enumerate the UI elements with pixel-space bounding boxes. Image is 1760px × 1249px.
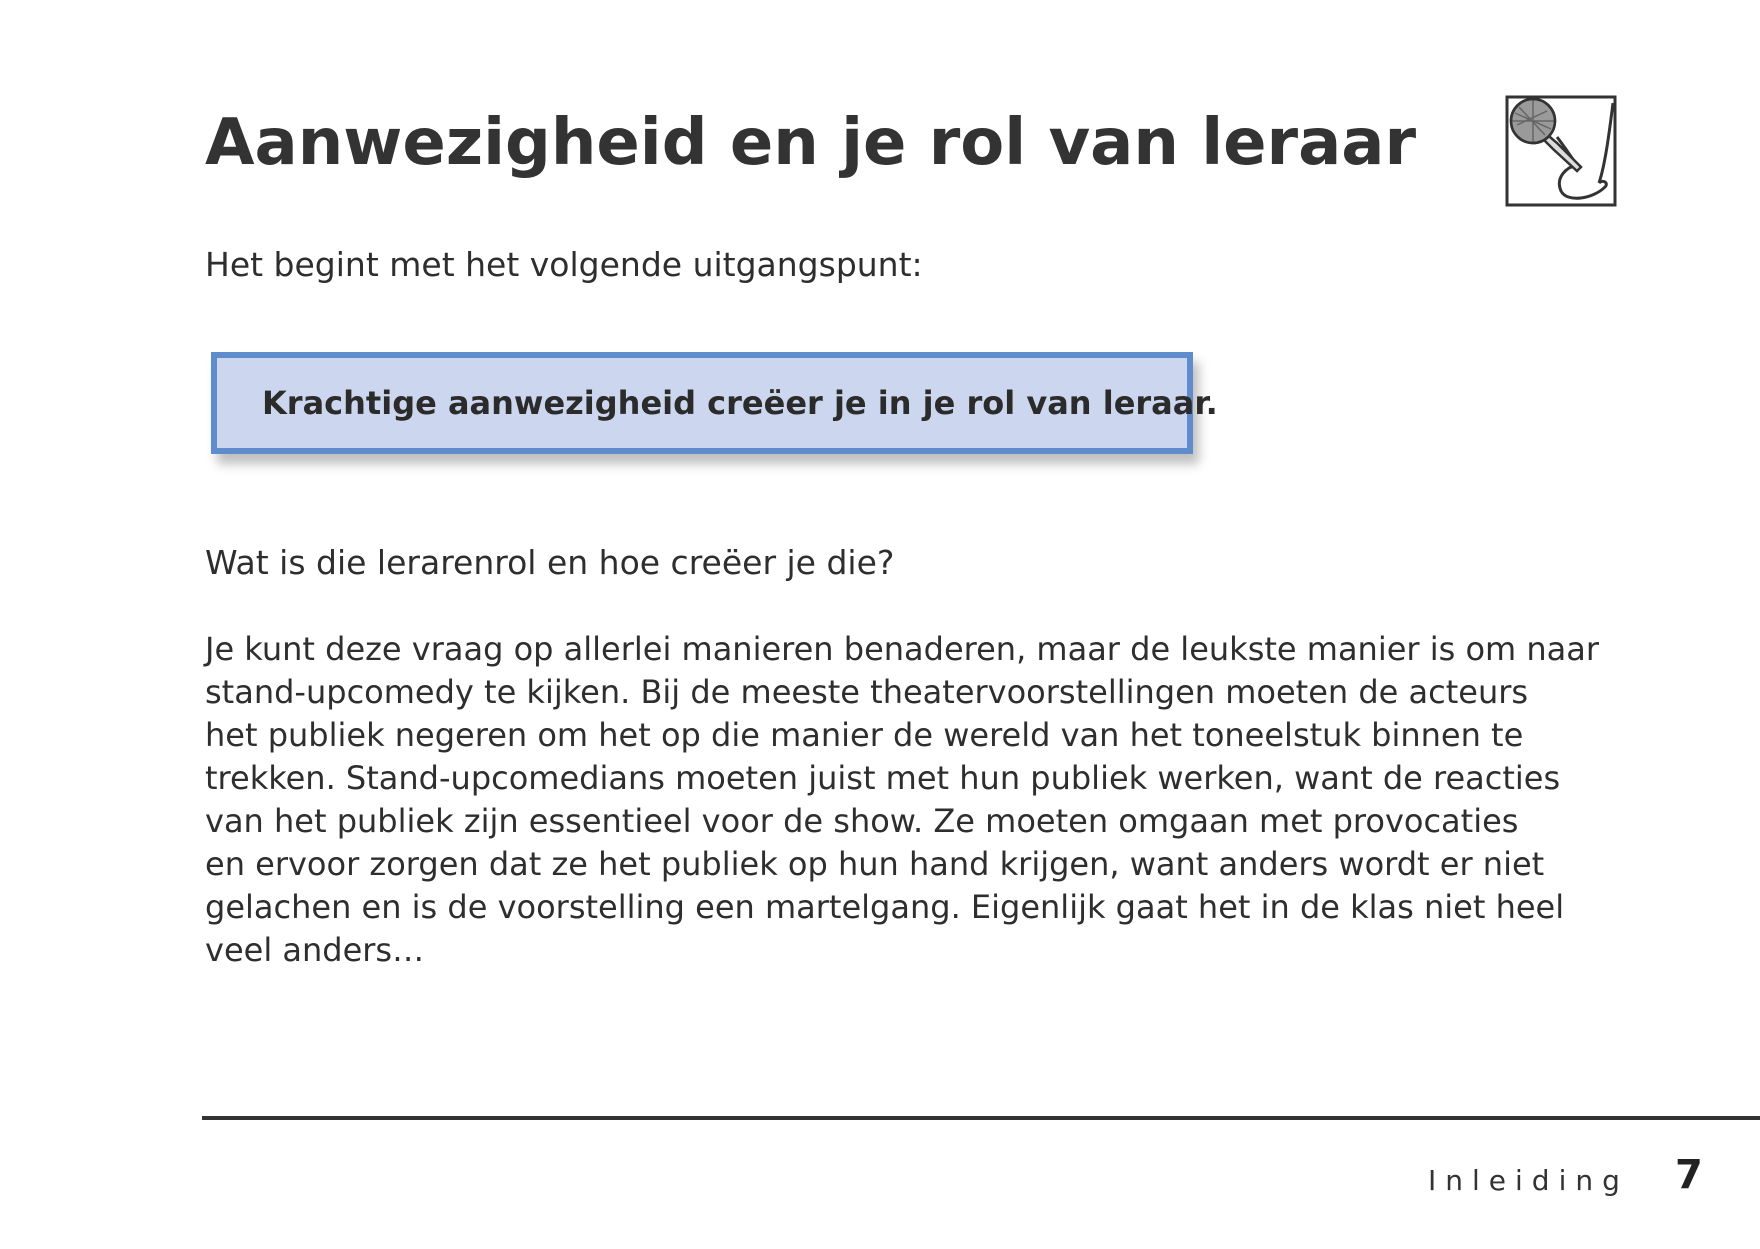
microphone-icon [1505,95,1617,207]
page-number: 7 [1675,1152,1703,1198]
body-line: Je kunt deze vraag op allerlei manieren benaderen, maar de leukste manier is om naar [205,630,1600,668]
page-title: Aanwezigheid en je rol van leraar [205,106,1417,180]
footer-section-label: Inleiding [1428,1164,1629,1197]
callout-text: Krachtige aanwezigheid creëer je in je rol van leraar. [262,384,1218,422]
body-line: en ervoor zorgen dat ze het publiek op hun hand krijgen, want anders wordt er niet [205,845,1545,883]
body-line: gelachen en is de voorstelling een martelgang. Eigenlijk gaat het in de klas niet heel [205,888,1565,926]
body-line: trekken. Stand-upcomedians moeten juist met hun publiek werken, want de reacties [205,759,1561,797]
callout-box [211,352,1218,454]
body-line: veel anders… [205,931,425,969]
intro-text: Het begint met het volgende uitgangspunt: [205,245,923,284]
body-line: stand-upcomedy te kijken. Bij de meeste theatervoorstellingen moeten de acteurs [205,673,1529,711]
footer-divider [202,1116,1760,1120]
body-line: van het publiek zijn essentieel voor de show. Ze moeten omgaan met provocaties [205,802,1519,840]
body-line: het publiek negeren om het op die manier de wereld van het toneelstuk binnen te [205,716,1524,754]
question-text: Wat is die lerarenrol en hoe creëer je die? [205,543,895,582]
body-paragraph [205,628,1625,972]
